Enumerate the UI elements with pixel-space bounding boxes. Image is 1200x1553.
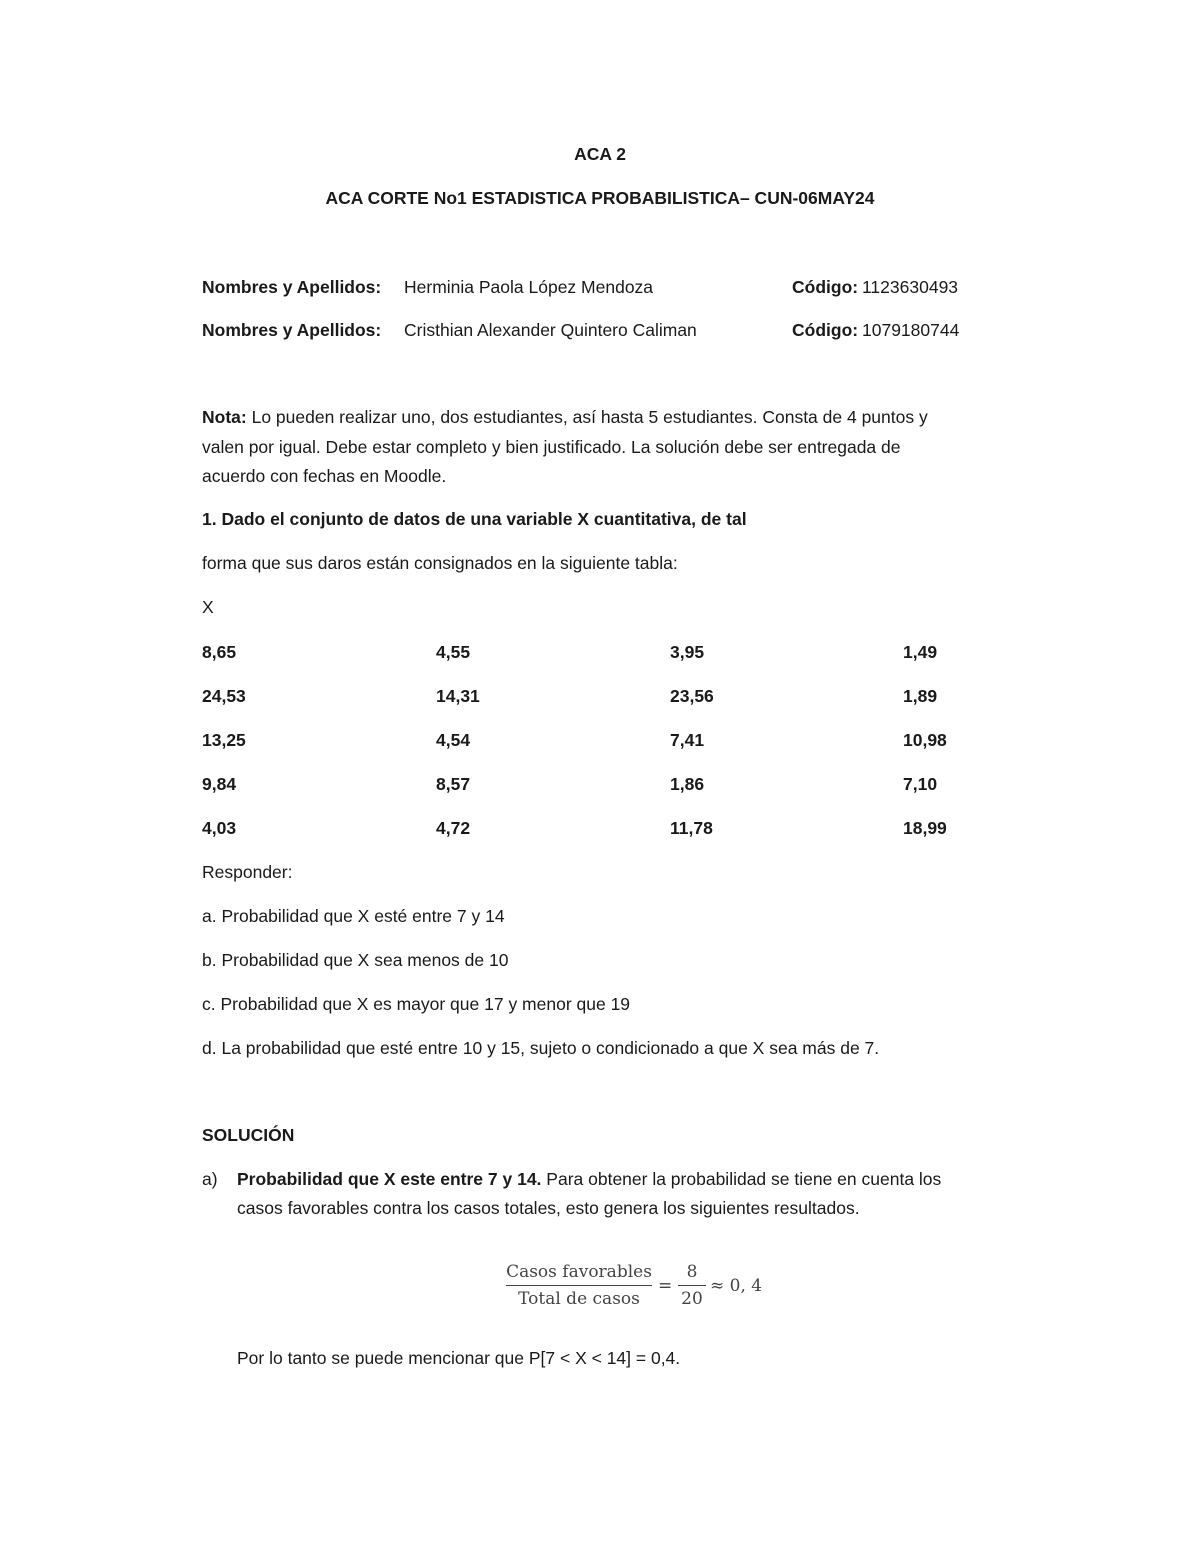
solution-a-marker: a)	[202, 1169, 218, 1189]
fraction-bar	[678, 1285, 706, 1286]
note-line-3: acuerdo con fechas en Moodle.	[202, 466, 447, 486]
student-label: Nombres y Apellidos:	[202, 277, 382, 297]
solution-a-text: Para obtener la probabilidad se tiene en cuenta los	[541, 1169, 942, 1189]
table-cell: 11,78	[670, 818, 713, 838]
student-name: Cristhian Alexander Quintero Caliman	[404, 320, 697, 340]
table-cell: 4,55	[436, 642, 471, 662]
table-cell: 7,41	[670, 730, 705, 750]
formula-denominator-text: Total de casos	[518, 1289, 640, 1309]
question-heading: 1. Dado el conjunto de datos de una variable X cuantitativa, de tal	[202, 509, 747, 529]
student-code-label: Código:	[792, 320, 859, 340]
table-cell: 1,49	[903, 642, 938, 662]
table-cell: 4,54	[436, 730, 471, 750]
fraction-bar	[506, 1285, 652, 1286]
student-label: Nombres y Apellidos:	[202, 320, 382, 340]
student-name: Herminia Paola López Mendoza	[404, 277, 654, 297]
formula-approx: ≈ 0, 4	[710, 1276, 763, 1296]
formula-fraction-words	[506, 1262, 652, 1309]
student-code-label: Código:	[792, 277, 859, 297]
respond-label: Responder:	[202, 862, 293, 882]
probability-formula	[506, 1262, 776, 1314]
student-code: 1079180744	[862, 320, 960, 340]
table-cell: 4,03	[202, 818, 237, 838]
note-label: Nota:	[202, 407, 247, 427]
question-item-c: c. Probabilidad que X es mayor que 17 y menor que 19	[202, 994, 631, 1014]
doc-subtitle: ACA CORTE No1 ESTADISTICA PROBABILISTICA– CUN-06MAY24	[325, 188, 875, 208]
note-line-1	[202, 409, 928, 427]
question-item-a: a. Probabilidad que X esté entre 7 y 14	[202, 906, 505, 926]
solution-a-line-2: casos favorables contra los casos totales, esto genera los siguientes resultados.	[237, 1198, 860, 1218]
table-cell: 23,56	[670, 686, 714, 706]
table-cell: 1,89	[903, 686, 938, 706]
question-item-d: d. La probabilidad que esté entre 10 y 15, sujeto o condicionado a que X sea más de 7.	[202, 1038, 880, 1058]
formula-fraction-numbers	[678, 1262, 706, 1309]
solution-a-bold: Probabilidad que X este entre 7 y 14.	[237, 1169, 542, 1189]
table-cell: 10,98	[903, 730, 947, 750]
table-cell: 8,65	[202, 642, 237, 662]
table-cell: 14,31	[436, 686, 480, 706]
variable-label: X	[202, 597, 214, 617]
formula-equals: =	[658, 1276, 673, 1296]
student-code: 1123630493	[862, 277, 959, 297]
question-intro: forma que sus daros están consignados en la siguiente tabla:	[202, 553, 678, 573]
solution-a-line-1	[237, 1171, 941, 1189]
table-cell: 8,57	[436, 774, 471, 794]
note-line-2: valen por igual. Debe estar completo y bien justificado. La solución debe ser entregada de	[202, 437, 901, 457]
formula-denominator: 20	[681, 1289, 703, 1309]
note-text: Lo pueden realizar uno, dos estudiantes, así hasta 5 estudiantes. Consta de 4 puntos y	[246, 407, 928, 427]
table-cell: 4,72	[436, 818, 471, 838]
question-item-b: b. Probabilidad que X sea menos de 10	[202, 950, 509, 970]
table-cell: 1,86	[670, 774, 705, 794]
table-cell: 24,53	[202, 686, 246, 706]
solution-heading: SOLUCIÓN	[202, 1125, 295, 1145]
table-cell: 7,10	[903, 774, 938, 794]
table-cell: 13,25	[202, 730, 246, 750]
table-cell: 18,99	[903, 818, 947, 838]
doc-title: ACA 2	[574, 144, 626, 164]
table-cell: 3,95	[670, 642, 705, 662]
formula-numerator: 8	[686, 1262, 698, 1282]
table-cell: 9,84	[202, 774, 237, 794]
solution-a-conclusion: Por lo tanto se puede mencionar que P[7 < X < 14] = 0,4.	[237, 1348, 681, 1368]
formula-numerator-text: Casos favorables	[506, 1262, 652, 1282]
